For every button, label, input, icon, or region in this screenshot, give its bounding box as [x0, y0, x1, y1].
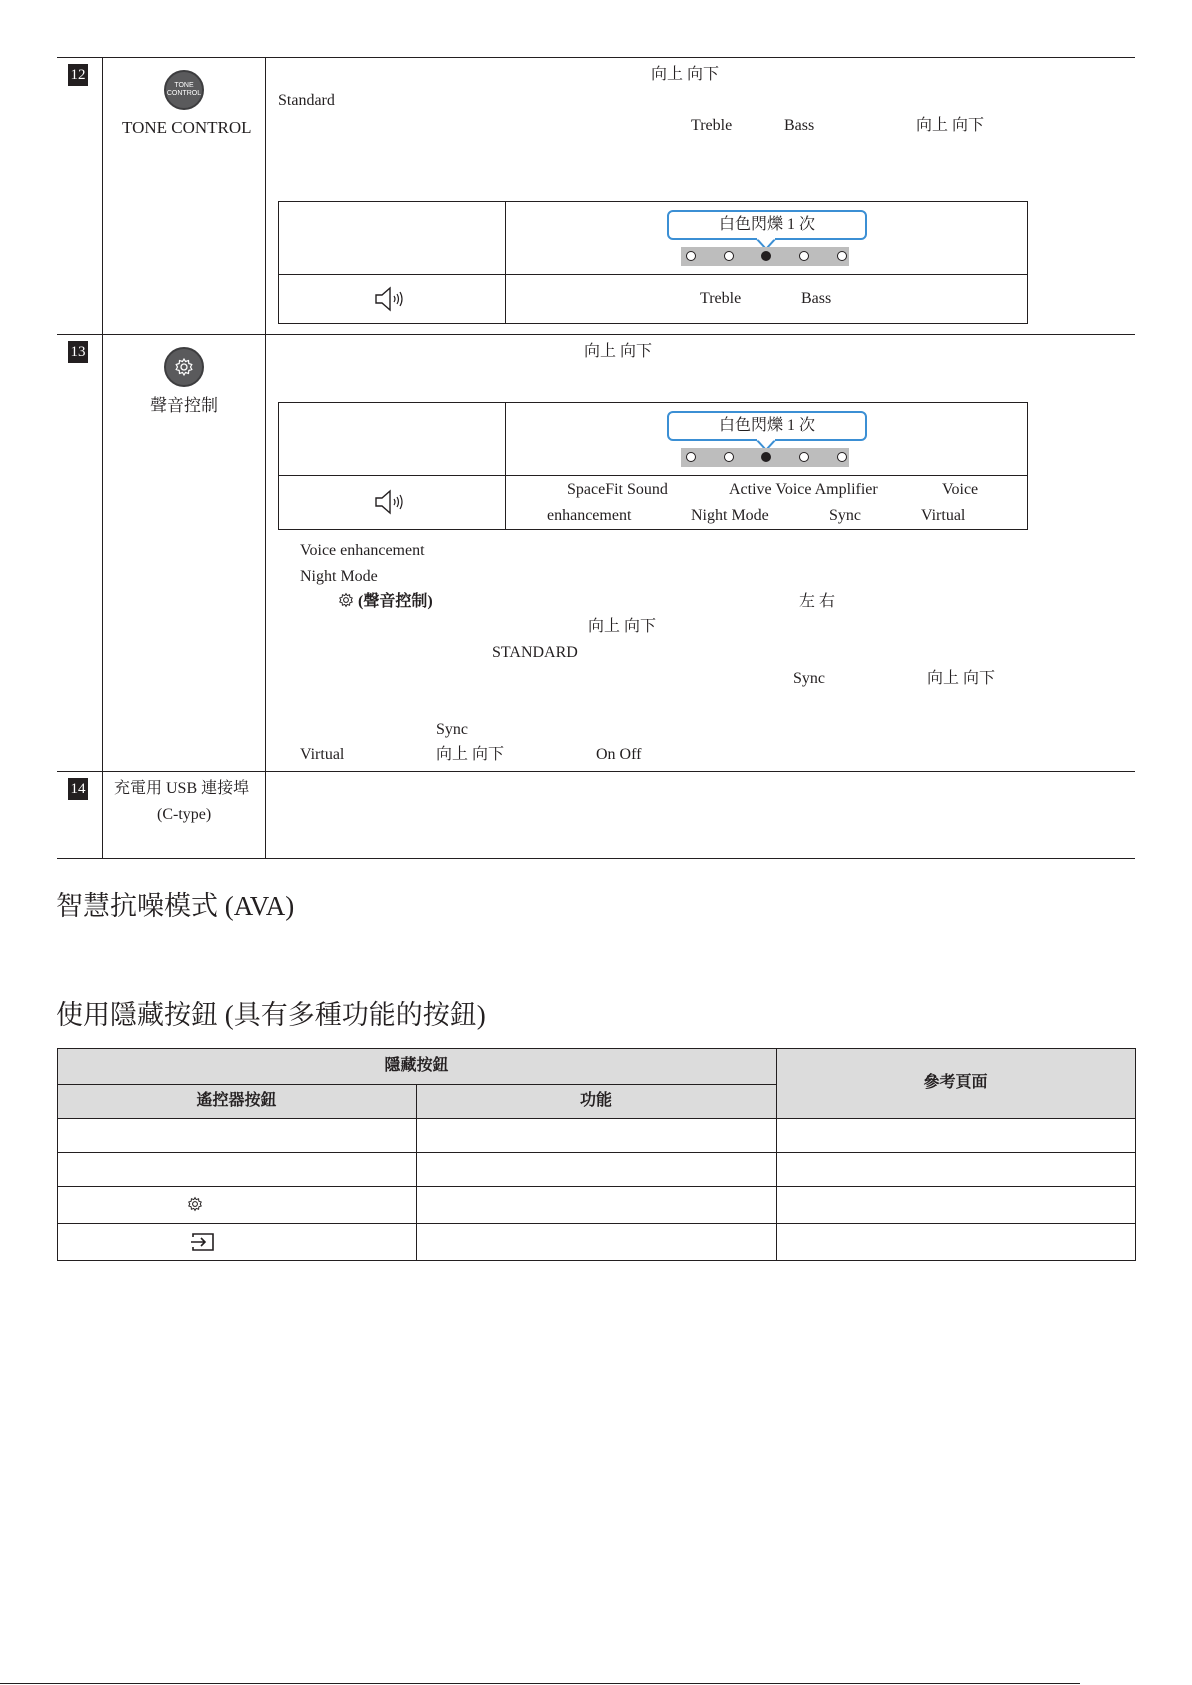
speaker-icon	[374, 286, 410, 312]
row-12-line2-standard: Standard	[278, 92, 335, 109]
led-dot	[724, 452, 734, 462]
hidden-table-border	[776, 1048, 777, 1261]
row-12-led-table-row-divider	[278, 274, 1027, 275]
note-standard: STANDARD	[492, 644, 578, 661]
hidden-table-col-ref	[776, 1048, 1135, 1118]
note-sync-2: Sync	[436, 721, 468, 738]
note-updown-2: 向上 向下	[927, 670, 996, 687]
sound-control-button-icon	[164, 347, 204, 387]
row-14-button-name-line1: 充電用 USB 連接埠	[114, 780, 250, 797]
note-sync: Sync	[793, 670, 825, 687]
row-13-led-bar	[681, 448, 849, 467]
speaker-icon	[374, 489, 410, 515]
gear-icon	[187, 1196, 203, 1212]
led-dot	[799, 452, 809, 462]
hidden-table-border	[57, 1118, 1135, 1119]
row-12-line3-treble: Treble	[691, 117, 733, 134]
row-12-led-table-divider	[505, 201, 506, 323]
row-12-sound-treble: Treble	[700, 290, 742, 307]
source-icon	[190, 1232, 216, 1252]
row-13-line1-updown: 向上 向下	[584, 343, 653, 360]
row-12-led-bubble: 白色閃爍 1 次	[667, 210, 867, 240]
row-13-sound-sync: Sync	[829, 507, 861, 524]
hidden-table-group-header-label: 隱藏按鈕	[384, 1057, 449, 1074]
table-top-border	[57, 57, 1135, 58]
hidden-table-border	[416, 1084, 417, 1261]
row-number-13: 13	[68, 341, 88, 363]
hidden-table-border	[57, 1048, 58, 1261]
row-number-14: 14	[68, 778, 88, 800]
row-divider-12-13	[57, 334, 1135, 335]
row-12-sound-bass: Bass	[801, 290, 832, 307]
col-divider-2	[265, 57, 266, 858]
row-13-led-table-divider	[505, 402, 506, 529]
row-13-sound-voice: Voice	[942, 481, 979, 498]
note-virtual: Virtual	[300, 746, 345, 763]
note-voice-enhancement: Voice enhancement	[300, 542, 425, 559]
row-12-line3-updown: 向上 向下	[916, 117, 985, 134]
row-13-led-table-row-divider	[278, 475, 1027, 476]
led-dot	[686, 452, 696, 462]
hidden-table-group-header	[57, 1048, 776, 1084]
row-13-led-bubble: 白色閃爍 1 次	[667, 411, 867, 441]
col-divider-1	[102, 57, 103, 858]
row-13-sound-enhancement: enhancement	[547, 507, 632, 524]
hidden-table-border	[57, 1260, 1135, 1261]
hidden-table-border	[57, 1223, 1135, 1224]
led-dot	[799, 251, 809, 261]
row-13-sound-night: Night Mode	[691, 507, 769, 524]
tone-control-icon-label: TONE CONTROL	[166, 82, 202, 97]
row-13-sound-ava: Active Voice Amplifier	[729, 481, 878, 498]
note-sound-control: (聲音控制)	[358, 593, 433, 610]
led-dot-lit	[761, 452, 771, 462]
led-dot	[837, 251, 847, 261]
hidden-table-col-remote	[57, 1084, 416, 1118]
page-footer-line	[0, 1683, 1080, 1684]
hidden-table-border	[57, 1048, 1135, 1049]
gear-icon	[338, 592, 354, 608]
gear-icon	[174, 357, 194, 377]
led-dot	[837, 452, 847, 462]
hidden-table-border	[57, 1186, 1135, 1187]
led-dot	[724, 251, 734, 261]
table-bottom-border	[57, 858, 1135, 859]
row-12-line1-updown: 向上 向下	[651, 66, 720, 83]
row-13-button-name: 聲音控制	[150, 396, 218, 415]
hidden-table-col-function-label: 功能	[579, 1092, 612, 1109]
row-12-button-name: TONE CONTROL	[122, 118, 252, 137]
row-number-12: 12	[68, 64, 88, 86]
note-on-off: On Off	[596, 746, 642, 763]
hidden-table-col-ref-label: 參考頁面	[923, 1074, 988, 1091]
hidden-table-border	[57, 1152, 1135, 1153]
row-divider-13-14	[57, 771, 1135, 772]
row-14-button-name-line2: (C-type)	[157, 806, 212, 823]
led-dot	[686, 251, 696, 261]
note-updown-3: 向上 向下	[436, 746, 505, 763]
hidden-table-col-function	[416, 1084, 776, 1118]
tone-control-button-icon	[164, 70, 204, 110]
row-13-sound-virtual: Virtual	[921, 507, 966, 524]
note-updown-1: 向上 向下	[588, 618, 657, 635]
hidden-table-border	[1135, 1048, 1136, 1261]
heading-hidden-buttons: 使用隱藏按鈕 (具有多種功能的按鈕)	[56, 1000, 486, 1030]
heading-ava: 智慧抗噪模式 (AVA)	[56, 891, 295, 921]
note-night-mode: Night Mode	[300, 568, 378, 585]
row-12-led-bar	[681, 247, 849, 266]
note-left-right: 左 右	[799, 593, 836, 610]
led-dot-lit	[761, 251, 771, 261]
row-13-sound-spacefit: SpaceFit Sound	[567, 481, 668, 498]
hidden-table-col-remote-label: 遙控器按鈕	[196, 1092, 277, 1109]
row-12-line3-bass: Bass	[784, 117, 815, 134]
